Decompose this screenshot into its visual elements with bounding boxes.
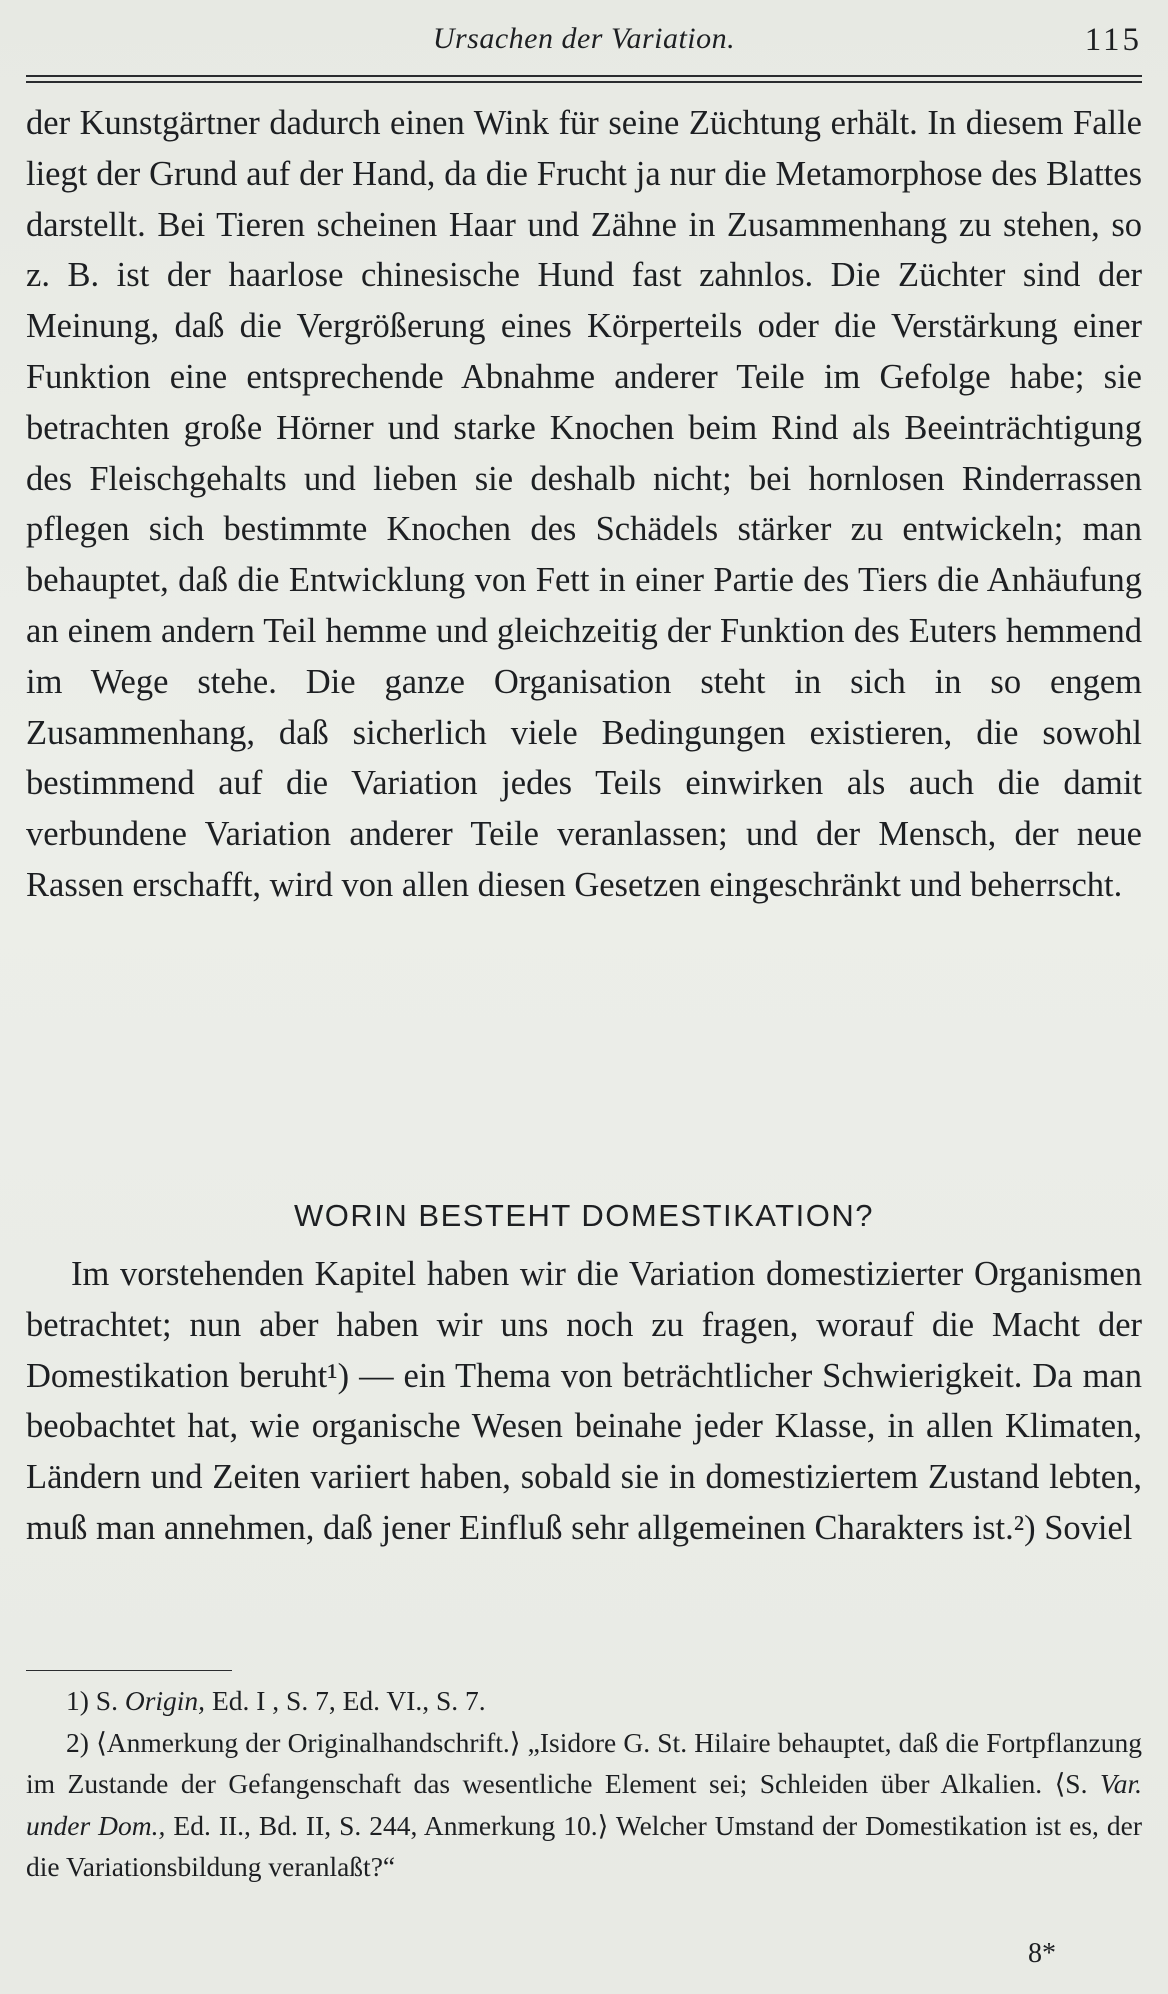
footnote-marker: 2) xyxy=(66,1726,89,1758)
footnote-text: S. xyxy=(95,1685,118,1716)
footnote-2 xyxy=(26,1722,1142,1888)
header-double-rule xyxy=(26,75,1142,83)
footnote-text: ⟨Anmerkung der Originalhandschrift.⟩ „Isidore G. St. Hilaire behauptet, daß die Fortpflanzung im Zustande der Gefangenschaft das wesentliche Element sei; Schleiden über Alkalien. ⟨S. xyxy=(26,1726,1143,1799)
paragraph: der Kunstgärtner dadurch einen Wink für seine Züchtung erhält. In diesem Falle liegt der Grund auf der Hand, da die Frucht ja nur die Metamorphose des Blattes darstellt. Bei Tieren scheinen Haar und Zähne in Zusammenhang zu stehen, so z. B. ist der haarlose chinesische Hund fast zahnlos. Die Züchter sind der Meinung, daß die Vergrößerung eines Körperteils oder die Verstärkung einer Funktion eine entsprechende Abnahme anderer Teile im Gefolge habe; sie betrachten große Hörner und starke Knochen beim Rind als Beeinträchtigung des Fleischgehalts und lieben sie deshalb nicht; bei hornlosen Rinderrassen pflegen sich bestimmte Knochen des Schädels stärker zu entwickeln; man behauptet, daß die Entwicklung von Fett in einer Partie des Tiers die Anhäufung an einem andern Teil hemme und gleichzeitig der Funktion des Euters hemmend im Wege stehe. Die ganze Organisation steht in sich in so engem Zusammenhang, daß sicherlich viele Bedingungen existieren, die sowohl bestimmend auf die Variation jedes Teils einwirken als auch die damit verbundene Variation anderer Teile veranlassen; und der Mensch, der neue Rassen erschafft, wird von allen diesen Gesetzen eingeschränkt und beherrscht. xyxy=(26,104,1142,904)
section-paragraph: Im vorstehenden Kapitel haben wir die Variation domestizierter Organismen betrachtet; nun aber haben wir uns noch zu fragen, worauf die Macht der Domestikation beruht¹) — ein Thema von beträchtlicher Schwierigkeit. Da man beobachtet hat, wie organische Wesen beinahe jeder Klasse, in allen Klimaten, Ländern und Zeiten variiert haben, sobald sie in domestiziertem Zustand lebten, muß man annehmen, daß jener Einfluß sehr allgemeinen Charakters ist.²) Soviel xyxy=(26,1255,1142,1547)
footnote-1 xyxy=(26,1680,1142,1722)
section-heading: WORIN BESTEHT DOMESTIKATION? xyxy=(294,1198,874,1233)
footnote-separator xyxy=(26,1670,232,1671)
running-header xyxy=(26,18,1142,58)
page-number: 115 xyxy=(1084,22,1142,58)
footnote-italic: Var. under Dom., xyxy=(26,1768,1143,1841)
footnote-text: Ed. II., Bd. II, S. 244, Anmerkung 10.⟩ Welcher Umstand der Domestikation ist es, der die Variationsbildung veranlaßt?“ xyxy=(26,1809,1143,1882)
running-title: Ursachen der Variation. xyxy=(432,22,736,55)
section-text xyxy=(26,1249,1142,1554)
signature-mark: 8* xyxy=(1028,1938,1056,1969)
footnote-marker: 1) xyxy=(66,1685,89,1716)
footnotes xyxy=(26,1680,1142,1888)
main-text xyxy=(26,98,1142,911)
footnote-text: Ed. I , S. 7, Ed. VI., S. 7. xyxy=(211,1685,486,1716)
footnote-italic: Origin, xyxy=(124,1685,206,1716)
